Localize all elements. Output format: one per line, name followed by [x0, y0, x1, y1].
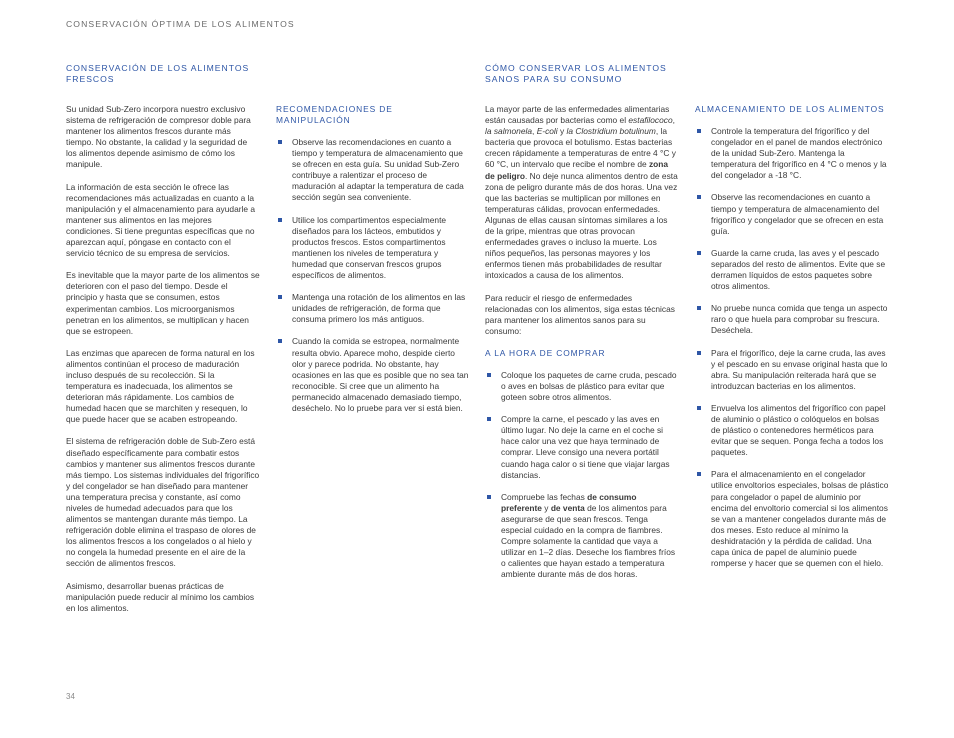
list-item-text: No pruebe nunca comida que tenga un aspecto raro o que huela para comprobar su frescura. Deséchela.: [711, 303, 888, 336]
list-item: [695, 303, 889, 336]
column-4: [695, 104, 889, 580]
subhead-storage: ALMACENAMIENTO DE LOS ALIMENTOS: [695, 104, 885, 114]
bullet-square-icon: [697, 195, 701, 199]
paragraph: Asimismo, desarrollar buenas prácticas de manipulación puede reducir al mínimo los cambios en los alimentos.: [66, 580, 255, 613]
list-item: [695, 348, 889, 392]
list-item-text: Utilice los compartimentos especialmente diseñados para los lácteos, embutidos y productos frescos. Estos compartimentos mantienen los niveles de temperatura y humedad que conservan frescos grupos específicos de alimentos.: [292, 214, 447, 281]
list-item-text: Compruebe las fechas de consumo preferente y de venta de los alimentos para asegurarse de que sean frescos. Tenga especial cuidado en la compra de fiambres. Compre solamente la cantidad que vaya a utilizar en 1–2 días. Deseche los fiambres fríos o calientes que hayan estado a temperatura ambiente durante más de dos horas.: [501, 491, 676, 580]
list-item-text: Compre la carne, el pescado y las aves en último lugar. No deje la carne en el coche si hace calor una vez que haya terminado de comprar. Lleve consigo una nevera portátil cuando haga calor o si tiene que viajar largas distancias.: [501, 414, 670, 480]
list-item-text: Observe las recomendaciones en cuanto a tiempo y temperatura de almacenamiento del frigorífico y congelador que se ofrecen en esta guía.: [711, 192, 884, 236]
paragraph: El sistema de refrigeración doble de Sub-Zero está diseñado específicamente para combatir estos cambios y mantener sus alimentos frescos durante más tiempo. Los sistemas individuales del frigorífico y del congelador se han diseñado para mantener una temperatura precisa y constante, así como niveles de humedad adecuados para que los alimentos se mantengan durante más tiempo. La refrigeración doble elimina el traspaso de olores de los alimentos frescos a los congelados o al hielo y no congela la humedad presente en el aire de la sección de alimentos frescos.: [66, 436, 260, 569]
bullet-square-icon: [487, 373, 491, 377]
shopping-list: [485, 370, 679, 581]
bullet-square-icon: [697, 472, 701, 476]
list-item-text: Cuando la comida se estropea, normalmente resulta obvio. Aparece moho, despide cierto olor y parece podrida. No obstante, hay ocasiones en las que es posible que no sea tan reconocible. Si cree que un alimento ha permanecido almacenado demasiado tiempo, deséchelo. No lo pruebe para ver si está bien.: [292, 336, 469, 413]
bullet-square-icon: [697, 251, 701, 255]
list-item-text: Controle la temperatura del frigorífico y del congelador en el panel de mandos electrónico de la unidad Sub-Zero. Mantenga la temperatura del frigorífico en 4 °C o menos y la del congelador a -18 °C.: [711, 126, 887, 181]
column-2: [276, 104, 470, 425]
storage-list: [695, 126, 889, 569]
subhead-shopping: A LA HORA DE COMPRAR: [485, 347, 606, 358]
list-item-text: Para el almacenamiento en el congelador utilice envoltorios especiales, bolsas de plástico para congelador o papel de aluminio por encima del envoltorio comercial si los alimentos se van a mantener congelados durante más de dos meses. Esto reduce al mínimo la deshidratación y la pérdida de calidad. Una capa única de papel de aluminio puede romperse y hacer que se quemen con el hielo.: [711, 469, 889, 569]
section-title-safe-food: CÓMO CONSERVAR LOS ALIMENTOS SANOS PARA SU CONSUMO: [485, 63, 667, 85]
bullet-square-icon: [487, 495, 491, 499]
list-item: [276, 292, 470, 325]
bullet-square-icon: [697, 406, 701, 410]
list-item: [485, 492, 679, 581]
paragraph: Su unidad Sub-Zero incorpora nuestro exclusivo sistema de refrigeración de compresor doble para mantener los alimentos frescos durante más tiempo. No obstante, la calidad y la seguridad de los alimentos depende asimismo de cómo los manipule.: [66, 104, 251, 170]
bullet-square-icon: [278, 218, 282, 222]
paragraph: La información de esta sección le ofrece las recomendaciones más actualizadas en cuanto a la manipulación y el almacenamiento para ayudarle a mantener sus alimentos en las mejores condiciones. Si tiene preguntas específicas que no aparezcan aquí, póngase en contacto con el servicio técnico de su empresa de servicios.: [66, 181, 256, 259]
list-item: [695, 403, 889, 458]
list-item-text: Coloque los paquetes de carne cruda, pescado o aves en bolsas de plástico para evitar que goteen sobre otros alimentos.: [501, 369, 677, 403]
running-head: CONSERVACIÓN ÓPTIMA DE LOS ALIMENTOS: [66, 19, 295, 29]
bullet-square-icon: [487, 417, 491, 421]
list-item-text: Observe las recomendaciones en cuanto a tiempo y temperatura de almacenamiento que se ofrecen en esta guía. Su unidad Sub-Zero contribuye a ralentizar el proceso de maduración al adaptar la temperatura de cada sección según sea conveniente.: [292, 137, 464, 203]
bullet-square-icon: [697, 129, 701, 133]
bullet-square-icon: [278, 295, 282, 299]
list-item: [695, 192, 889, 236]
list-item: [276, 336, 470, 414]
bullet-square-icon: [278, 140, 282, 144]
list-item-text: Mantenga una rotación de los alimentos en las unidades de refrigeración, de forma que consuma primero los más antiguos.: [292, 292, 466, 325]
list-item: [276, 215, 470, 282]
list-item: [485, 414, 679, 481]
paragraph-bacteria: La mayor parte de las enfermedades alimentarias están causadas por bacterias como el estafilococo, la salmonela, E-coli y la Clostridium botulinum, la bacteria que provoca el botulismo. Estas bacterias crecen rápidamente a temperaturas de entre 4 °C y 60 °C, un intervalo que recibe el nombre de zona de peligro. No deje nunca alimentos dentro de esta zona de peligro durante más de dos horas. Una vez que las bacterias se multiplican por millones en temperaturas cálidas, provocan enfermedades. Algunas de ellas causan síntomas similares a los de la gripe, mientras que otras provocan enfermedades graves o incluso la muerte. Los niños pequeños, las personas mayores y los enfermos tienen más probabilidades de resultar intoxicados a causa de los alimentos.: [485, 104, 678, 281]
paragraph: Las enzimas que aparecen de forma natural en los alimentos continúan el proceso de maduración incluso después de su recolección. Si la temperatura es inadecuada, los alimentos se deterioran más rápidamente. Los cambios de humedad hacen que se marchiten y resequen, lo que puede hacer que se acaben estropeando.: [66, 347, 255, 425]
list-item-text: Para el frigorífico, deje la carne cruda, las aves y el pescado en su envase original hasta que lo abra. Su manipulación reiterada hará que se introduzcan bacterias en los alimentos.: [711, 347, 888, 391]
section-title-fresh-food: CONSERVACIÓN DE LOS ALIMENTOS FRESCOS: [66, 63, 250, 85]
page-number: 34: [66, 692, 75, 701]
column-3: [485, 104, 679, 591]
list-item-text: Envuelva los alimentos del frigorífico con papel de aluminio o plástico o colóquelos en bolsas de plástico o contenedores herméticos para evitar que se sequen. Ponga fecha a todos los paquetes.: [711, 402, 886, 458]
list-item: [276, 137, 470, 204]
paragraph: Para reducir el riesgo de enfermedades relacionadas con los alimentos, siga estas técnicas para mantener los alimentos sanos para su consumo:: [485, 292, 675, 336]
bullet-square-icon: [697, 351, 701, 355]
bullet-square-icon: [278, 339, 282, 343]
list-item: [485, 370, 679, 403]
handling-list: [276, 137, 470, 414]
list-item: [695, 248, 889, 292]
list-item: [695, 126, 889, 181]
list-item: [695, 469, 889, 569]
paragraph: Es inevitable que la mayor parte de los alimentos se deterioren con el paso del tiempo. Desde el principio y hasta que se consumen, estos experimentan cambios. Los microorganismos penetran en los alimentos, se multiplican y hacen que se estropeen.: [66, 270, 260, 336]
list-item-text: Guarde la carne cruda, las aves y el pescado separados del resto de alimentos. Evite que se derramen líquidos de estos paquetes sobre otros alimentos.: [711, 247, 886, 292]
bullet-square-icon: [697, 306, 701, 310]
subhead-handling: RECOMENDACIONES DE MANIPULACIÓN: [276, 104, 393, 125]
column-1: [66, 104, 260, 625]
